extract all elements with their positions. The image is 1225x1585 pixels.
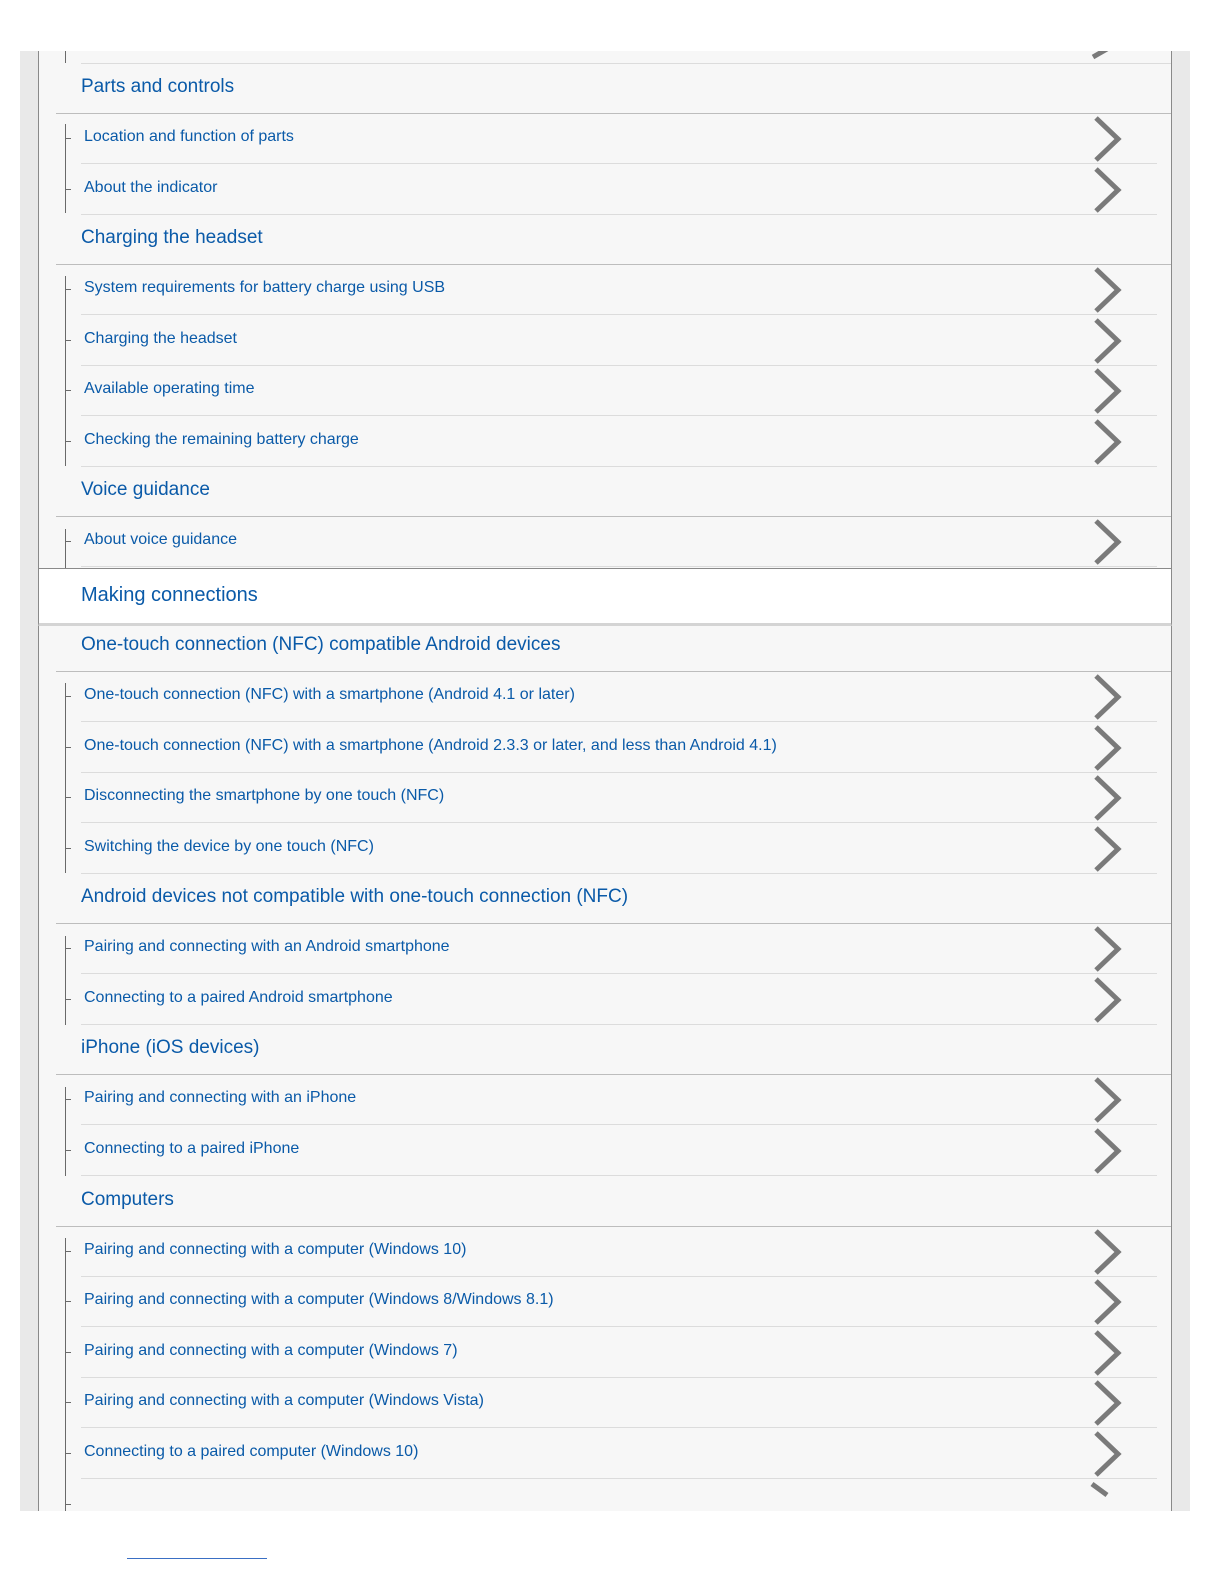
tree-tick (65, 999, 71, 1000)
footer-link-underline (127, 1558, 267, 1559)
item-label: About the indicator (84, 179, 218, 196)
tree-line (65, 276, 66, 466)
toc-panel-getting-started (38, 51, 1172, 576)
item-label: Switching the device by one touch (NFC) (84, 838, 374, 855)
group-heading: Computers (81, 1189, 174, 1210)
item-label: Checking the remaining battery charge (84, 431, 359, 448)
chevron-right-icon (1091, 115, 1127, 163)
list-item[interactable] (81, 1226, 1157, 1277)
chevron-right-icon (1091, 774, 1127, 822)
tree-tick (65, 696, 71, 697)
list-item[interactable] (81, 164, 1157, 215)
toc-frame (20, 51, 1190, 1511)
tree-tick (65, 289, 71, 290)
item-label: Connecting to a paired iPhone (84, 1140, 300, 1157)
tree-tick (65, 1453, 71, 1454)
chevron-right-icon (1087, 1481, 1123, 1501)
tree-tick (65, 1504, 71, 1505)
group-heading: One-touch connection (NFC) compatible Android devices (81, 634, 561, 655)
chevron-right-icon (1091, 976, 1127, 1024)
chevron-right-icon (1091, 1430, 1127, 1478)
section-title: Making connections (81, 584, 258, 606)
list-item[interactable] (81, 1074, 1157, 1125)
chevron-right-icon (1091, 825, 1127, 873)
item-label: Pairing and connecting with an Android smartphone (84, 938, 450, 955)
chevron-right-icon (1091, 518, 1127, 566)
chevron-right-icon (1091, 1228, 1127, 1276)
chevron-right-icon (1087, 51, 1123, 63)
tree-tick (65, 848, 71, 849)
group-heading: Charging the headset (81, 227, 263, 248)
list-item[interactable] (81, 1276, 1157, 1327)
item-label: Pairing and connecting with a computer (Windows 8/Windows 8.1) (84, 1291, 554, 1308)
list-item[interactable] (81, 1377, 1157, 1428)
list-item[interactable] (81, 772, 1157, 823)
list-item[interactable] (81, 315, 1157, 366)
tree-tick (65, 1099, 71, 1100)
tree-tick (65, 797, 71, 798)
tree-tick (65, 441, 71, 442)
item-label: Pairing and connecting with a computer (Windows 7) (84, 1342, 458, 1359)
group-heading: Android devices not compatible with one-touch connection (NFC) (81, 886, 629, 907)
chevron-right-icon (1091, 1379, 1127, 1427)
item-label: Disconnecting the smartphone by one touch (NFC) (84, 787, 445, 804)
item-label: Charging the headset (84, 330, 237, 347)
list-item[interactable] (81, 416, 1157, 467)
list-item[interactable] (81, 722, 1157, 773)
list-item[interactable] (81, 365, 1157, 416)
tree-tick (65, 1352, 71, 1353)
item-label: Pairing and connecting with a computer (Windows 10) (84, 1241, 467, 1258)
tree-line (65, 1087, 66, 1176)
section-header[interactable] (38, 568, 1172, 627)
item-label: System requirements for battery charge using USB (84, 279, 446, 296)
chevron-right-icon (1091, 925, 1127, 973)
list-item[interactable] (81, 113, 1157, 164)
chevron-right-icon (1091, 317, 1127, 365)
list-item[interactable] (81, 264, 1157, 315)
item-label: Connecting to a paired computer (Windows 10) (84, 1443, 419, 1460)
list-item[interactable] (81, 1428, 1157, 1479)
list-item[interactable] (81, 1125, 1157, 1176)
list-item[interactable] (81, 923, 1157, 974)
item-label: About voice guidance (84, 531, 237, 548)
item-label: Connecting to a paired Android smartphone (84, 989, 393, 1006)
list-item[interactable] (81, 974, 1157, 1025)
chevron-right-icon (1091, 724, 1127, 772)
chevron-right-icon (1091, 673, 1127, 721)
list-item[interactable] (81, 516, 1157, 567)
item-label: Available operating time (84, 380, 255, 397)
item-label: One-touch connection (NFC) with a smartphone (Android 2.3.3 or later, and less than Android 4.1) (84, 737, 777, 754)
tree-line (65, 1238, 66, 1511)
item-label: Pairing and connecting with an iPhone (84, 1089, 357, 1106)
chevron-right-icon (1091, 367, 1127, 415)
group-heading: Voice guidance (81, 479, 210, 500)
chevron-right-icon (1091, 1127, 1127, 1175)
chevron-right-icon (1091, 266, 1127, 314)
tree-line (65, 51, 66, 63)
group-heading: Parts and controls (81, 76, 235, 97)
tree-tick (65, 541, 71, 542)
tree-tick (65, 1301, 71, 1302)
chevron-right-icon (1091, 418, 1127, 466)
item-label: Location and function of parts (84, 128, 294, 145)
chevron-right-icon (1091, 1278, 1127, 1326)
tree-tick (65, 747, 71, 748)
tree-tick (65, 948, 71, 949)
divider (81, 63, 1171, 64)
chevron-right-icon (1091, 1329, 1127, 1377)
tree-tick (65, 138, 71, 139)
item-label: One-touch connection (NFC) with a smartphone (Android 4.1 or later) (84, 686, 575, 703)
tree-tick (65, 1150, 71, 1151)
tree-tick (65, 390, 71, 391)
tree-tick (65, 340, 71, 341)
tree-line (65, 936, 66, 1025)
tree-tick (65, 189, 71, 190)
group-heading: iPhone (iOS devices) (81, 1037, 260, 1058)
item-label: Pairing and connecting with a computer (Windows Vista) (84, 1392, 484, 1409)
tree-tick (65, 1251, 71, 1252)
list-item[interactable] (81, 1327, 1157, 1378)
list-item[interactable] (81, 823, 1157, 874)
toc-panel-making-connections (38, 626, 1172, 1511)
chevron-right-icon (1091, 166, 1127, 214)
tree-line (65, 683, 66, 873)
list-item[interactable] (81, 671, 1157, 722)
chevron-right-icon (1091, 1076, 1127, 1124)
tree-tick (65, 1402, 71, 1403)
